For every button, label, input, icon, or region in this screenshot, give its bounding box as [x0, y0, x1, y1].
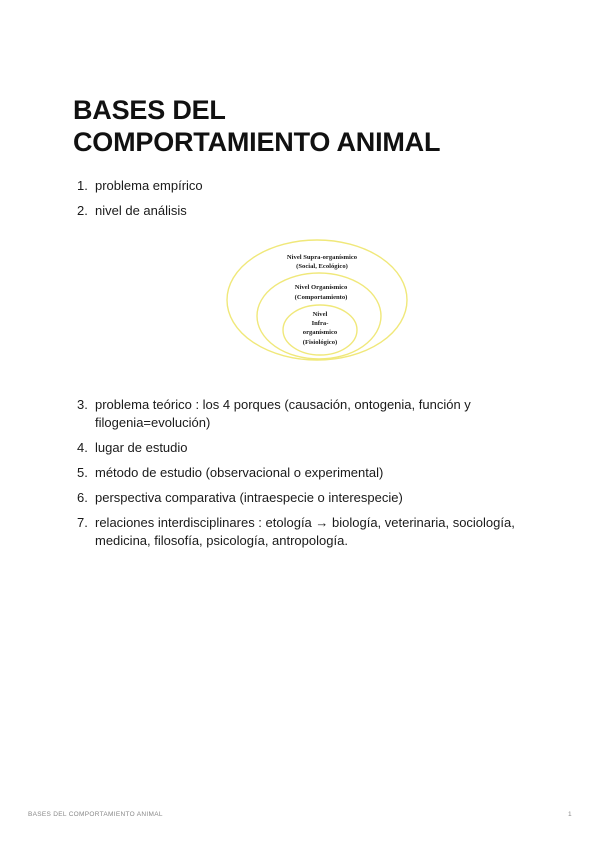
list-item: [75, 202, 535, 220]
outer-label-line-1: Nivel Supra-organísmico: [286, 254, 358, 261]
title-line-2: COMPORTAMIENTO ANIMAL: [73, 127, 441, 158]
list-item-text: problema teórico : los 4 porques (causación, ontogenia, función y filogenia=evolución): [95, 397, 471, 430]
list-item-text: lugar de estudio: [95, 440, 188, 455]
title-line-1: BASES DEL: [73, 95, 226, 126]
list-item: [75, 396, 535, 432]
list-item: [75, 439, 535, 457]
numbered-list-part-1: [75, 177, 535, 227]
list-item-number: 5.: [77, 465, 88, 480]
list-item-number: 6.: [77, 490, 88, 505]
list-item-text: método de estudio (observacional o experimental): [95, 465, 384, 480]
list-item-number: 3.: [77, 397, 88, 412]
inner-label-line-3: organísmico: [302, 329, 338, 336]
middle-label-line-1: Nivel Organísmico: [294, 284, 348, 291]
levels-of-analysis-diagram: [224, 237, 410, 363]
list-item: [75, 177, 535, 195]
list-item-text: problema empírico: [95, 178, 203, 193]
page-title: [73, 94, 533, 158]
footer-document-title: BASES DEL COMPORTAMIENTO ANIMAL: [28, 811, 163, 818]
list-item-number: 4.: [77, 440, 88, 455]
nested-circles-svg: [224, 237, 410, 363]
list-item: [75, 489, 535, 507]
list-item-text: perspectiva comparativa (intraespecie o interespecie): [95, 490, 403, 505]
inner-label-line-4: (Fisiológico): [302, 339, 338, 346]
footer-page-number: 1: [568, 811, 572, 818]
list-item: [75, 464, 535, 482]
list-item-text: relaciones interdisciplinares : etología → biología, veterinaria, sociología, medicina, filosofía, psicología, antropología.: [95, 515, 515, 548]
list-item-text: nivel de análisis: [95, 203, 187, 218]
list-item-number: 1.: [77, 178, 88, 193]
list-item-number: 7.: [77, 515, 88, 530]
list-item: [75, 514, 535, 550]
numbered-list-part-2: [75, 396, 535, 557]
outer-label-line-2: (Social, Ecológico): [296, 263, 348, 270]
list-item-number: 2.: [77, 203, 88, 218]
inner-label-line-1: Nivel: [312, 311, 328, 318]
middle-label-line-2: (Comportamiento): [294, 294, 348, 301]
inner-label-line-2: Infra-: [311, 320, 329, 327]
